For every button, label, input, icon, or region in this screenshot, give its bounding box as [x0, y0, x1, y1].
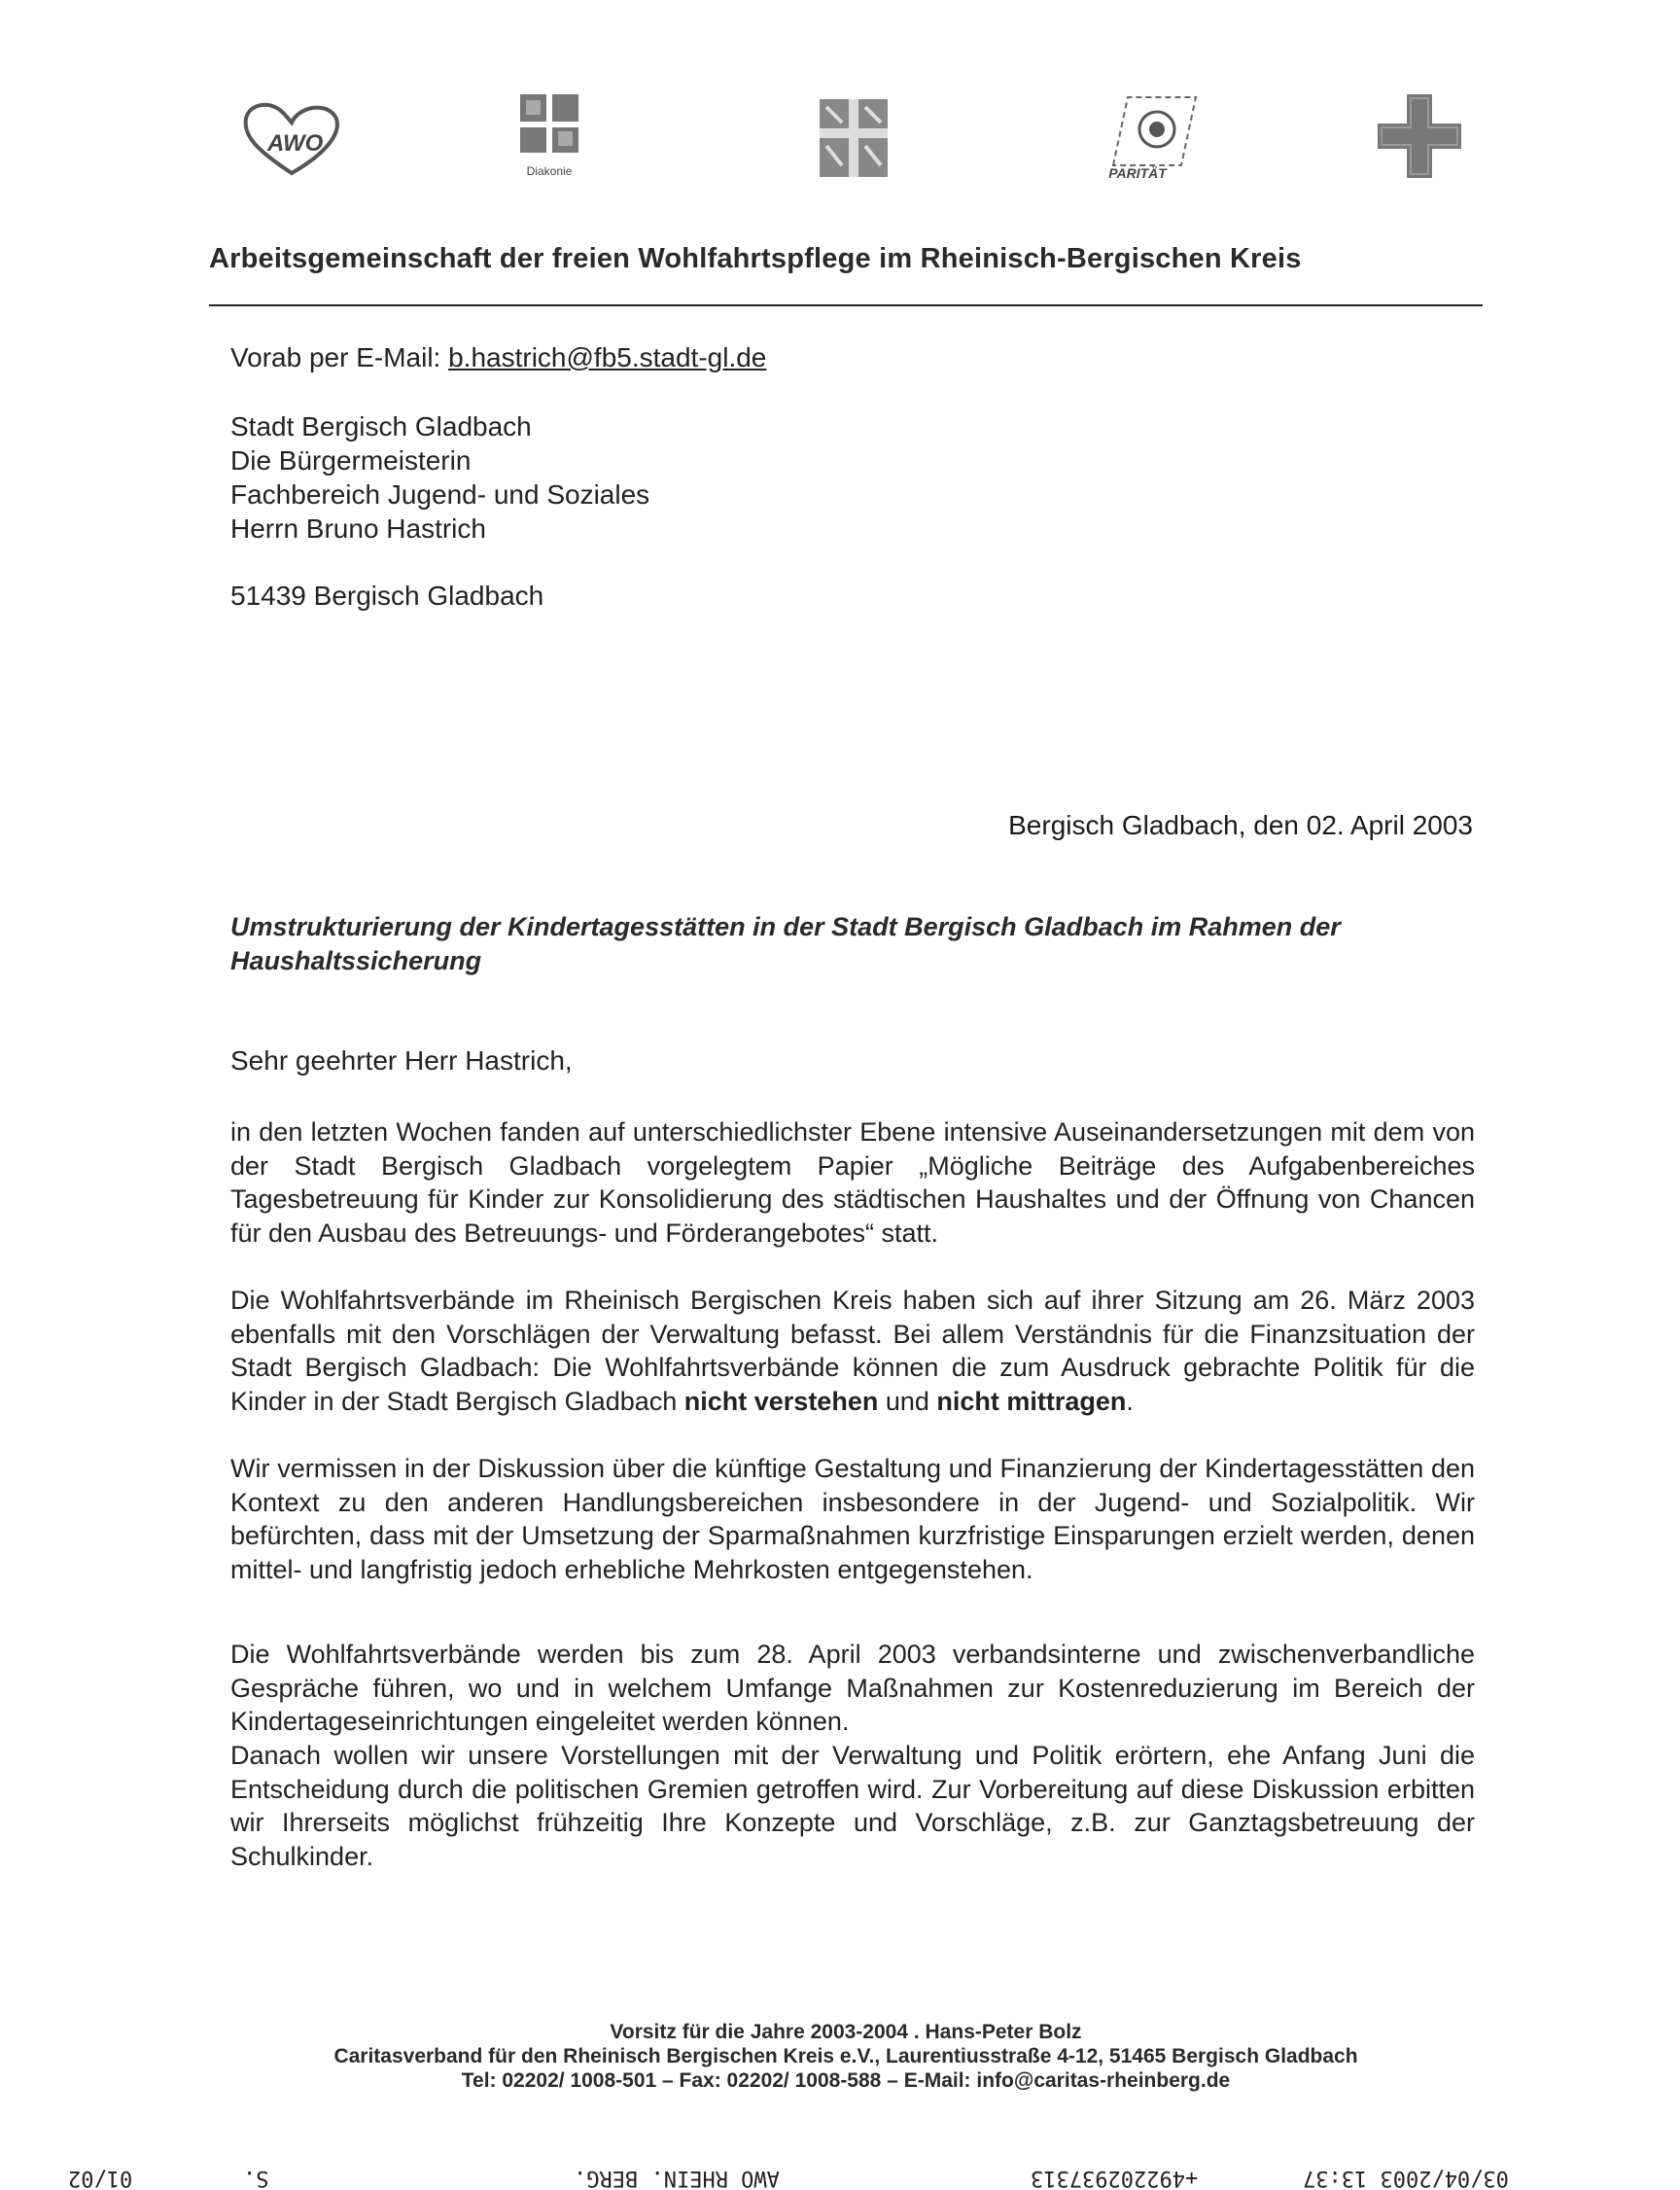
organization-heading: Arbeitsgemeinschaft der freien Wohlfahrtspflege im Rheinisch-Bergischen Kreis [209, 243, 1302, 274]
emphasis-not-understand: nicht verstehen [683, 1386, 879, 1416]
diakonie-logo-text: Diakonie [526, 164, 573, 178]
body-paragraph-5: Danach wollen wir unsere Vorstellungen mit der Verwaltung und Politik erörtern, ehe Anfang Juni die Entscheidung durch die politischen Gremien getroffen wird. Zur Vorbereitung auf diese Diskussion erbitten wir Ihrerseits möglichst frühzeitig Ihre Konzepte und Vorschläge, z.B. zur Ganztagsbetreuung der Schulkinder. [230, 1741, 1475, 1871]
fax-page-label: S. [243, 2166, 269, 2190]
awo-logo-text: AWO [267, 130, 324, 157]
recipient-line-2: Die Bürgermeisterin [230, 445, 472, 476]
recipient-line-4: Herrn Bruno Hastrich [230, 513, 486, 544]
salutation: Sehr geehrter Herr Hastrich, [230, 1045, 573, 1076]
recipient-line-1: Stadt Bergisch Gladbach [230, 411, 532, 442]
fax-sender: AWO RHEIN. BERG. [574, 2166, 780, 2190]
footer-contact-line: Tel: 02202/ 1008-501 – Fax: 02202/ 1008-588 – E-Mail: info@caritas-rheinberg.de [461, 2069, 1231, 2092]
footer-chair-line: Vorsitz für die Jahre 2003-2004 . Hans-Peter Bolz [610, 2021, 1082, 2043]
emphasis-not-support: nicht mittragen [936, 1386, 1127, 1416]
awo-logo [238, 97, 345, 180]
fax-transmission-header [0, 2166, 1680, 2190]
advance-email-prefix: Vorab per E-Mail: [230, 342, 449, 372]
footer-address-line: Caritasverband für den Rheinisch Bergischen Kreis e.V., Laurentiusstraße 4-12, 51465 Bergisch Gladbach [333, 2045, 1358, 2067]
body-paragraph-2-text: Die Wohlfahrtsverbände im Rheinisch Bergischen Kreis haben sich auf ihrer Sitzung am 26. März 2003 ebenfalls mit den Vorschlägen der Verwaltung befasst. Bei allem Verständnis für die Finanzsituation der Stadt Bergisch Gladbach: Die Wohlfahrtsverbände können die zum Ausdruck gebrachte Politik für die Kinder in der Stadt Bergisch Gladbach [230, 1286, 1475, 1416]
body-paragraph-2-and: und [878, 1386, 937, 1416]
letter-subject: Umstrukturierung der Kindertagesstätten in der Stadt Bergisch Gladbach im Rahmen der Haushaltssicherung [230, 912, 1341, 975]
recipient-line-3: Fachbereich Jugend- und Soziales [230, 479, 650, 510]
heading-divider [209, 304, 1483, 306]
paritaet-logo [1099, 92, 1206, 185]
logo-row [224, 92, 1488, 190]
body-paragraph-4: Die Wohlfahrtsverbände werden bis zum 28. April 2003 verbandsinterne und zwischenverbandliche Gespräche führen, wo und in welchem Umfange Maßnahmen zur Kostenreduzierung im Bereich der Kindertageseinrichtungen eingeleitet werden können. [230, 1640, 1475, 1737]
letter-footer [209, 2020, 1483, 2093]
diakonie-logo [510, 92, 588, 185]
body-paragraph-2-end: . [1126, 1386, 1134, 1416]
paritaet-logo-text: PARITÄT [1108, 165, 1167, 181]
red-cross-logo [1376, 92, 1463, 180]
fax-datetime: 03/04/2003 13:37 [1303, 2166, 1509, 2190]
recipient-city: 51439 Bergisch Gladbach [230, 581, 544, 611]
fax-number: +492202937313 [1031, 2166, 1199, 2190]
body-paragraph-1: in den letzten Wochen fanden auf unterschiedlichster Ebene intensive Auseinandersetzungen mit dem von der Stadt Bergisch Gladbach vorgelegtem Papier „Mögliche Beiträge des Aufgabenbereiches Tagesbetreuung für Kinder zur Konsolidierung des städtischen Haushaltes und der Öffnung von Chancen für den Ausbau des Betreuungs- und Förderangebotes“ statt. [230, 1117, 1475, 1248]
fax-page-number: 01/02 [68, 2166, 133, 2190]
caritas-logo [815, 97, 892, 180]
advance-email-link[interactable]: b.hastrich@fb5.stadt-gl.de [448, 342, 767, 372]
advance-email-line [230, 342, 766, 373]
body-paragraph-2 [230, 1284, 1475, 1418]
body-paragraph-3: Wir vermissen in der Diskussion über die künftige Gestaltung und Finanzierung der Kindertagesstätten den Kontext zu den anderen Handlungsbereichen insbesondere in der Jugend- und Sozialpolitik. Wir befürchten, dass mit der Umsetzung der Sparmaßnahmen kurzfristige Einsparungen erzielt werden, denen mittel- und langfristig jedoch erhebliche Mehrkosten entgegenstehen. [230, 1454, 1475, 1584]
letter-date: Bergisch Gladbach, den 02. April 2003 [1008, 810, 1473, 840]
